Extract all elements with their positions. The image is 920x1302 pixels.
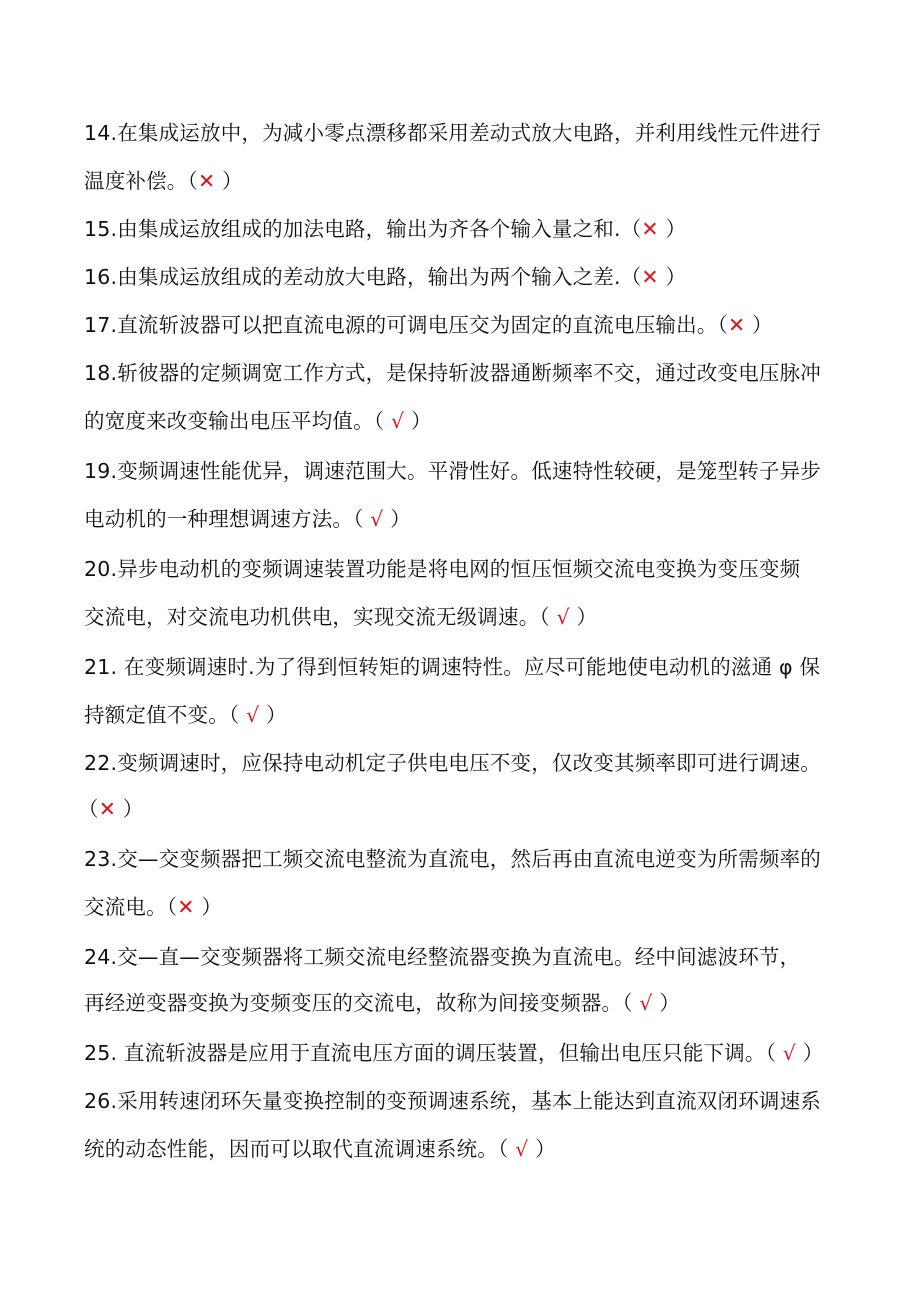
cross-mark: ✕ — [197, 169, 216, 193]
line-text: 统的动态性能，因而可以取代直流调速系统。（ — [84, 1137, 516, 1161]
line-text: 交流电，对交流电功机供电，实现交流无级调速。（ — [84, 605, 557, 629]
text-line — [84, 1038, 864, 1068]
line-text: 的宽度来改变输出电压平均值。（ — [84, 409, 391, 433]
check-mark: √ — [370, 507, 384, 531]
line-text-end: ） — [658, 217, 687, 241]
line-text-end: ） — [658, 265, 687, 289]
line-text: 交流电。（ — [84, 895, 178, 919]
check-mark: √ — [515, 1137, 529, 1161]
line-text: 20.异步电动机的变频调速装置功能是将电网的恒压恒频交流电变换为变压变频 — [84, 557, 801, 581]
check-mark: √ — [639, 991, 653, 1015]
cross-mark: ✕ — [727, 313, 746, 337]
text-line — [84, 988, 864, 1018]
cross-mark: ✕ — [641, 217, 659, 241]
text-line — [84, 602, 864, 632]
check-mark: √ — [782, 1041, 797, 1065]
line-text-end: ） — [652, 991, 681, 1015]
line-text: 17.直流斩波器可以把直流电源的可调电压交为固定的直流电压输出。（ — [84, 313, 728, 337]
line-text: 24.交—直—交变频器将工频交流电经整流器变换为直流电。经中间滤波环节， — [84, 945, 801, 969]
text-line — [78, 794, 858, 824]
line-text: 持额定值不变。（ — [84, 703, 247, 727]
line-text: 15.由集成运放组成的加法电路，输出为齐各个输入量之和.（ — [84, 217, 642, 241]
cross-mark: ✕ — [177, 895, 195, 919]
check-mark: √ — [556, 605, 570, 629]
line-text-end: ） — [745, 313, 773, 337]
text-line — [84, 942, 864, 972]
line-text: 16.由集成运放组成的差动放大电路，输出为两个输入之差.（ — [84, 265, 642, 289]
check-mark: √ — [246, 703, 260, 727]
text-line — [84, 892, 864, 922]
line-text: 电动机的一种理想调速方法。（ — [84, 507, 371, 531]
text-line — [84, 406, 864, 436]
line-text-end: ） — [259, 703, 287, 727]
line-text: 25. 直流斩波器是应用于直流电压方面的调压装置，但输出电压只能下调。（ — [84, 1041, 783, 1065]
text-line — [84, 456, 864, 486]
text-line — [84, 844, 864, 874]
line-text-end: ） — [404, 409, 432, 433]
line-text-end: ） — [796, 1041, 824, 1065]
text-line — [84, 262, 864, 292]
line-text-end: ） — [383, 507, 411, 531]
text-line — [84, 214, 864, 244]
text-line — [84, 554, 864, 584]
text-line — [84, 118, 864, 148]
cross-mark: ✕ — [98, 797, 117, 821]
text-line — [84, 166, 864, 196]
line-text: 21. 在变频调速时.为了得到恒转矩的调速特性。应尽可能地使电动机的滋通 φ 保 — [84, 655, 821, 679]
line-text: 19.变频调速性能优异，调速范围大。平滑性好。低速特性较硬，是笼型转子异步 — [84, 459, 821, 483]
text-line — [84, 504, 864, 534]
text-line — [84, 358, 864, 388]
line-text: 23.交—交变频器把工频交流电整流为直流电，然后再由直流电逆变为所需频率的 — [84, 847, 821, 871]
line-text-end: ） — [194, 895, 223, 919]
line-text: 22.变频调速时，应保持电动机定子供电电压不变，仅改变其频率即可进行调速。 — [84, 751, 821, 775]
line-text: （ — [78, 797, 99, 821]
text-line — [84, 310, 864, 340]
text-line — [84, 1086, 864, 1116]
line-text: 再经逆变器变换为变频变压的交流电，故称为间接变频器。（ — [84, 991, 640, 1015]
line-text: 26.采用转速闭环矢量变换控制的变预调速系统，基本上能达到直流双闭环调速系 — [84, 1089, 821, 1113]
line-text: 14.在集成运放中，为减小零点漂移都采用差动式放大电路，并利用线性元件进行 — [84, 121, 821, 145]
check-mark: √ — [390, 409, 405, 433]
line-text: 温度补偿。（ — [84, 169, 198, 193]
text-line — [84, 748, 864, 778]
line-text-end: ） — [215, 169, 243, 193]
text-line — [84, 652, 864, 682]
line-text: 18.斩彼器的定频调宽工作方式，是保持斩波器通断频率不交，通过改变电压脉冲 — [84, 361, 821, 385]
line-text-end: ） — [116, 797, 144, 821]
text-line — [84, 1134, 864, 1164]
line-text-end: ） — [569, 605, 598, 629]
cross-mark: ✕ — [641, 265, 659, 289]
line-text-end: ） — [528, 1137, 556, 1161]
text-line — [84, 700, 864, 730]
